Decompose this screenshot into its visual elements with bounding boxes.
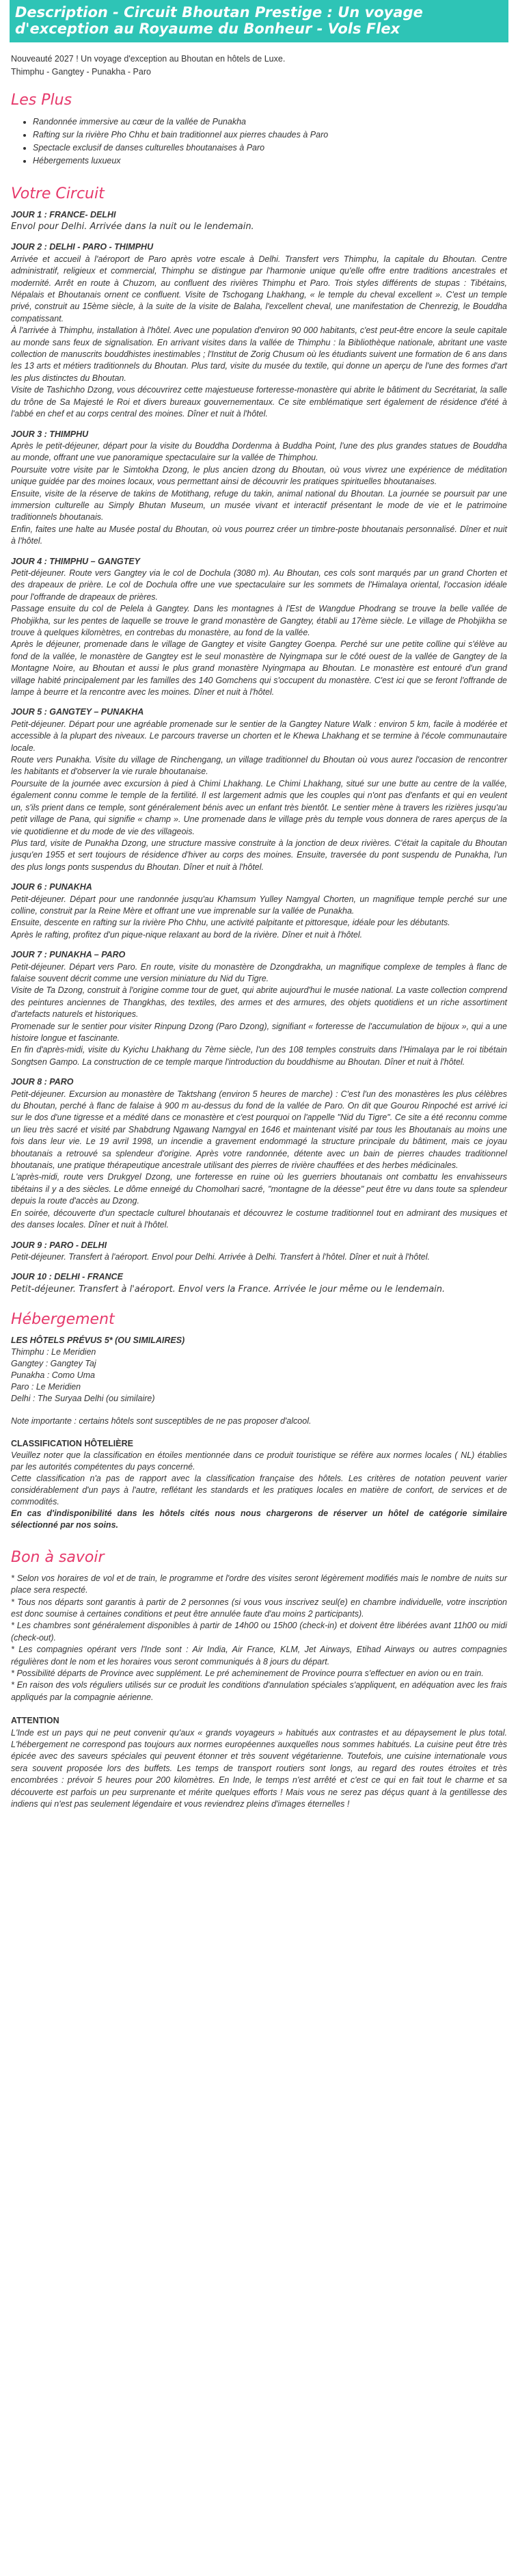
day-paragraph: Petit-déjeuner. Route vers Gangtey via le col de Dochula (3080 m). Au Bhoutan, ces cols sont marqués par un grand Chorten et des drapeaux de prière. Le col de Dochula offre une vue spectaculaire sur les sommets de l'Himalaya oriental, l'occasion idéale pour l'offrande de drapeaux de prières. (11, 568, 507, 602)
attention-list (11, 1727, 507, 1811)
day-block (11, 1271, 507, 1295)
day-paragraph: Petit-déjeuner. Transfert à l'aéroport. Envol vers la France. Arrivée le jour même ou le lendemain. (11, 1284, 446, 1294)
intro-line: Thimphu - Gangtey - Punakha - Paro (11, 67, 151, 77)
day-title: JOUR 5 : GANGTEY – PUNAKHA (11, 707, 144, 717)
classification-paragraph: Veuillez noter que la classification en étoiles mentionnée dans ce produit touristique se réfère aux normes locales ( NL) établies par les autorités compétentes du pays concerné. (11, 1450, 507, 1472)
savoir-paragraph: * Les compagnies opérant vers l'Inde sont : Air India, Air France, KLM, Jet Airways, Etihad Airways ou autres compagnies régulières dont le nom et les horaires vous seront communiqués à 8 jours du départ. (11, 1645, 507, 1667)
circuit-heading: Votre Circuit (11, 185, 105, 202)
day-paragraph: Ensuite, visite de la réserve de takins de Motithang, refuge du takin, animal national du Bhoutan. La journée se poursuit par une immersion culturelle au Simply Bhutan Museum, un musée vivant et interactif présentant le mode de vie et le patrimoine traditionnels bhoutanais. (11, 488, 507, 522)
hotel-item: Punakha : Como Uma (11, 1370, 95, 1380)
savoir-section (11, 1573, 507, 1811)
day-paragraph: En fin d'après-midi, visite du Kyichu Lhakhang du 7ème siècle, l'un des 108 temples construits dans l'Himalaya par le roi tibétain Songtsen Gampo. La construction de ce temple marque l'introduction du bouddhisme au Bhoutan. Dîner et nuit à l'hôtel. (11, 1045, 507, 1067)
hotel-list (11, 1346, 507, 1405)
day-block (11, 706, 507, 873)
day-paragraph: Route vers Punakha. Visite du village de Rinchengang, un village traditionnel du Bhoutan où vous aurez l'occasion de rencontrer les habitants et d'observer la vie rurale bhoutanaise. (11, 755, 507, 777)
classification-text (11, 1450, 507, 1508)
classification-bold: En cas d'indisponibilité dans les hôtels cités nous nous chargerons de réserver un hôtel de catégorie similaire sélectionné par nos soins. (11, 1508, 507, 1530)
day-paragraph: Petit-déjeuner. Transfert à l'aéroport. Envol pour Delhi. Arrivée à Delhi. Transfert à l'hôtel. Dîner et nuit à l'hôtel. (11, 1251, 431, 1262)
day-paragraph: Visite de Ta Dzong, construit à l'origine comme tour de guet, qui abrite aujourd'hui le musée national. La vaste collection comprend des peintures anciennes de Thangkhas, des textiles, des armes et des armures, des objets quotidiens et un riche assortiment d'artefacts naturels et historiques. (11, 985, 507, 1020)
day-title: JOUR 9 : PARO - DELHI (11, 1240, 107, 1250)
day-block (11, 881, 507, 941)
day-paragraph: Passage ensuite du col de Pelela à Gangtey. Dans les montagnes à l'Est de Wangdue Phodrang se trouve la belle vallée de Phobjikha, sur les pentes de laquelle se trouve le grand monastère de Gangtey, établi au 17ème siècle. Le village de Phobjikha se trouve à quelques kilomètres, en contrebas du monastère, au fond de la vallée. (11, 604, 507, 637)
day-block (11, 429, 507, 548)
classification-paragraph: Cette classification n'a pas de rapport avec la classification française des hôtels. Les critères de notation peuvent varier considérablement d'un pays à l'autre, reflétant les standards et les pratiques locales en matière de confort, de services et de commodités. (11, 1473, 507, 1506)
classification-title: CLASSIFICATION HÔTELIÈRE (11, 1438, 133, 1448)
day-paragraph: Après le rafting, profitez d'un pique-nique relaxant au bord de la rivière. Dîner et nuit à l'hôtel. (11, 929, 363, 940)
plus-item: • Hébergements luxueux (33, 155, 507, 168)
savoir-paragraph: * Les chambres sont généralement disponibles à partir de 14h00 ou 15h00 (check-in) et doivent être libérées avant 11h00 ou midi (check-out). (11, 1621, 507, 1643)
day-paragraph: Poursuite votre visite par le Simtokha Dzong, le plus ancien dzong du Bhoutan, où vous vivrez une expérience de méditation unique guidée par des moines locaux, vous permettant ainsi de découvrir les pratiques spirituelles bhoutanaises. (11, 464, 507, 487)
day-paragraph: Promenade sur le sentier pour visiter Rinpung Dzong (Paro Dzong), signifiant « forteresse de l'accumulation de bijoux », qui a une histoire longue et fascinante. (11, 1021, 507, 1043)
plus-item: • Rafting sur la rivière Pho Chhu et bain traditionnel aux pierres chaudes à Paro (33, 129, 507, 142)
page-title: Description - Circuit Bhoutan Prestige : Un voyage d'exception au Royaume du Bonheur - Vols Flex (15, 4, 423, 37)
content (0, 53, 518, 1810)
day-paragraph: Plus tard, visite de Punakha Dzong, une structure massive construite à la jonction de deux rivières. C'était la capitale du Bhoutan jusqu'en 1955 et sert toujours de résidence d'hiver au corps des moines. Ensuite, traversée du pont suspendu de Punakha, l'un des plus longs ponts suspendus du Bhoutan. Dîner et nuit à l'hôtel. (11, 838, 507, 872)
savoir-paragraph: * En raison des vols réguliers utilisés sur ce produit les conditions d'annulation spéciales s'appliquent, en adéquation avec les frais appliqués par la compagnie aérienne. (11, 1680, 507, 1702)
day-paragraph: Arrivée et accueil à l'aéroport de Paro après votre escale à Delhi. Transfert vers Thimphu, la capitale du Bhoutan. Centre administratif, religieux et commercial, Thimphu se distingue par l'harmonie unique qu'elle offre entre traditions ancestrales et modernité. Arrêt en route à Chuzom, au confluent des rivières Thimphu et Paro. Trois styles différents de stupas : Tibétains, Népalais et Bhoutanais ornent ce confluent. Visite de Tschogang Lhakhang, « le temple du cheval excellent ». C'est un temple privé, construit au 15ème siècle, à la suite de la visite de Balaha, l'excellent cheval, une manifestation de Chenrezig, le Bouddha compatissant. (11, 254, 507, 323)
day-paragraph: Petit-déjeuner. Départ pour une randonnée jusqu'au Khamsum Yulley Namgyal Chorten, un magnifique temple perché sur une colline, construit par la Reine Mère et offrant une vue imprenable sur la vallée de Punakha. (11, 894, 507, 916)
day-title: JOUR 4 : THIMPHU – GANGTEY (11, 556, 140, 566)
day-block (11, 209, 507, 233)
savoir-paragraph: * Selon vos horaires de vol et de train, le programme et l'ordre des visites seront légèrement modifiés mais le nombre de nuits sur place sera respecté. (11, 1573, 507, 1595)
intro-line: Nouveauté 2027 ! Un voyage d'exception au Bhoutan en hôtels de Luxe. (11, 54, 286, 64)
savoir-heading: Bon à savoir (11, 1548, 105, 1566)
hotel-item: Delhi : The Suryaa Delhi (ou similaire) (11, 1393, 155, 1403)
hotel-item: Paro : Le Meridien (11, 1381, 81, 1392)
day-paragraph: Après le déjeuner, promenade dans le village de Gangtey et visite Gangtey Goenpa. Perché sur une petite colline qui s'élève au fond de la vallée, le monastère de Gangtey est le seul monastère de Nyingmapa sur le côté ouest de la vallée de Gangtey de la Montagne Noire, au Bhoutan et aussi le plus grand monastère Nyingmapa au Bhoutan. Le monastère est entouré d'un grand village habité principalement par les familles des 140 Gomchens qui s'occupent du monastère. C'est ici que se feront l'offrande de lampe à beurre et la rencontre avec les moines. Dîner et nuit à l'hôtel. (11, 639, 507, 698)
savoir-paragraph: * Tous nos départs sont garantis à partir de 2 personnes (si vous vous inscrivez seul(e) en chambre individuelle, votre inscription est donc soumise à certaines conditions et peut être annulée faute d'au moins 2 participants). (11, 1597, 507, 1619)
day-paragraph: Petit-déjeuner. Départ vers Paro. En route, visite du monastère de Dzongdrakha, un magnifique complexe de temples à flanc de falaise souvent décrit comme une version miniature du Nid du Tigre. (11, 961, 507, 983)
day-paragraph: Poursuite de la journée avec excursion à pied à Chimi Lhakhang. Le Chimi Lhakhang, situé sur une butte au centre de la vallée, également connu comme le temple de la fertilité. Il est largement admis que les couples qui n'ont pas d'enfants et qui en veulent un, s'ils prient dans ce temple, sont généralement bénis avec un enfant très bientôt. Le sentier mène à travers les rizières jusqu'au petit village de Pana, qui signifie « champ ». Une promenade dans le village près du temple vous donnera de rares aperçus de la vie quotidienne et du mode de vie des villageois. (11, 778, 507, 836)
day-title: JOUR 3 : THIMPHU (11, 429, 89, 439)
day-block (11, 556, 507, 699)
hotels-subtitle: LES HÔTELS PRÉVUS 5* (OU SIMILAIRES) (11, 1335, 185, 1345)
plus-heading: Les Plus (11, 92, 72, 109)
day-block (11, 241, 507, 420)
day-paragraph: Enfin, faites une halte au Musée postal du Bhoutan, où vous pourrez créer un timbre-poste bhoutanais personnalisé. Dîner et nuit à l'hôtel. (11, 524, 507, 546)
day-paragraph: Petit-déjeuner. Départ pour une agréable promenade sur le sentier de la Gangtey Nature Walk : environ 5 km, facile à modérée et accessible à la plupart des niveaux. Le parcours traverse un chorten et le Khewa Lhakhang et se termine à l'école communautaire locale. (11, 719, 507, 753)
day-paragraph: Envol pour Delhi. Arrivée dans la nuit ou le lendemain. (11, 222, 254, 233)
hotel-item: Gangtey : Gangtey Taj (11, 1358, 96, 1368)
day-title: JOUR 10 : DELHI - FRANCE (11, 1272, 123, 1282)
plus-item: • Spectacle exclusif de danses culturelles bhoutanaises à Paro (33, 142, 507, 155)
day-paragraph: Après le petit-déjeuner, départ pour la visite du Bouddha Dordenma à Buddha Point, l'une des plus grandes statues de Bouddha au monde, offrant une vue panoramique spectaculaire sur la vallée de Thimphou. (11, 440, 507, 463)
savoir-paragraph: * Possibilité départs de Province avec supplément. Le pré acheminement de Province pourra s'effectuer en avion ou en train. (11, 1668, 484, 1678)
title-banner (10, 0, 508, 42)
hotels-note: Note importante : certains hôtels sont susceptibles de ne pas proposer d'alcool. (11, 1416, 312, 1426)
itinerary (11, 209, 507, 1296)
day-block (11, 1240, 507, 1264)
hebergement-heading: Hébergement (11, 1310, 115, 1328)
day-title: JOUR 1 : FRANCE- DELHI (11, 210, 116, 220)
day-title: JOUR 8 : PARO (11, 1077, 74, 1087)
attention-title: ATTENTION (11, 1716, 59, 1726)
day-title: JOUR 7 : PUNAKHA – PARO (11, 950, 126, 960)
day-paragraph: Ensuite, descente en rafting sur la rivière Pho Chhu, une activité palpitante et pittoresque, idéale pour les débutants. (11, 918, 450, 928)
day-title: JOUR 6 : PUNAKHA (11, 882, 92, 892)
day-paragraph: Petit-déjeuner. Excursion au monastère de Taktshang (environ 5 heures de marche) : C'est l'un des monastères les plus célèbres du Bhoutan, perché à flanc de falaise à 900 m au-dessus du fond de la vallée de Paro. On dit que Gourou Rinpoché est arrivé ici sur le dos d'une tigresse et a médité dans ce monastère et c'est pourquoi on l'appelle "Nid du Tigre". Ce site a été reconnu comme un lieu très sacré et visité par Shabdrung Ngawang Namgyal en 1646 et maintenant visité par tous les Bhoutanais au moins une fois dans leur vie. Le 19 avril 1998, un incendie a gravement endommagé la structure principale du bâtiment, mais ce joyau bhoutanais a retrouvé sa splendeur d'origine. Après votre randonnée, détente avec un bain de pierres chaudes traditionnel bhoutanais, une pratique thérapeutique ancestrale utilisant des pierres de rivière chauffées et des herbes médicinales. (11, 1089, 507, 1171)
day-paragraph: L'après-midi, route vers Drukgyel Dzong, une forteresse en ruine où les guerriers bhoutanais ont combattu les envahisseurs tibétains il y a des siècles. Le dôme enneigé du Chomolhari sacré, "montagne de la déesse" peut être vu dans toute sa splendeur depuis la route d'accès au Dzong. (11, 1172, 507, 1206)
day-title: JOUR 2 : DELHI - PARO - THIMPHU (11, 242, 154, 252)
savoir-list (11, 1573, 507, 1703)
intro (11, 53, 507, 78)
day-paragraph: À l'arrivée à Thimphu, installation à l'hôtel. Avec une population d'environ 90 000 habitants, c'est peut-être encore la seule capitale au monde sans feux de signalisation. En arrivant visites dans la vallée de Thimphu : la Bibliothèque nationale, abritant une vaste collection de manuscrits bouddhistes inestimables ; l'Institut de Zorig Chusum où les étudiants suivent une formation de 6 ans dans les 13 arts et métiers traditionnels du Bhoutan. Plus tard, visite du musée du textile, qui donne un aperçu de l'une des formes d'art les plus distinctes du Bhoutan. (11, 326, 507, 383)
attention-paragraph: L'Inde est un pays qui ne peut convenir qu'aux « grands voyageurs » habitués aux contrastes et au dépaysement le plus total. L'hébergement ne correspond pas toujours aux normes européennes auxquelles nous sommes habitués. La cuisine peut être très épicée avec des saveurs spéciales qui peuvent étonner et très souvent végétarienne. Toutefois, une cuisine internationale vous sera souvent proposée lors des buffets. Les temps de transport routiers sont longs, au regard des routes étroites et très encombrées : prévoir 5 heures pour 200 kilomètres. En Inde, le temps n'est arrêté et c'est ce qui en fait tout le charme et sa découverte est parfois un peu surprenante et mérite quelques efforts ! Mais vous ne serez pas déçus quant à la gentillesse des indiens qui n'est pas seulement légendaire et vous reviendrez pleins d'images éternelles ! (11, 1727, 507, 1809)
plus-list (11, 116, 507, 168)
day-block (11, 1076, 507, 1231)
hotel-item: Thimphu : Le Meridien (11, 1346, 96, 1357)
day-paragraph: En soirée, découverte d'un spectacle culturel bhoutanais et découvrez le costume traditionnel tout en admirant des musiques et des danses locales. Dîner et nuit à l'hôtel. (11, 1208, 507, 1230)
day-block (11, 949, 507, 1068)
plus-item: • Randonnée immersive au cœur de la vallée de Punakha (33, 116, 507, 129)
day-paragraph: Visite de Tashichho Dzong, vous découvrirez cette majestueuse forteresse-monastère qui abrite le bâtiment du Secrétariat, la salle du trône de Sa Majesté le Roi et divers bureaux gouvernementaux. Ce site emblématique sert également de résidence d'été à l'abbé en chef et au corps central des moines. Dîner et nuit à l'hôtel. (11, 385, 507, 419)
hotels-section (11, 1335, 507, 1531)
